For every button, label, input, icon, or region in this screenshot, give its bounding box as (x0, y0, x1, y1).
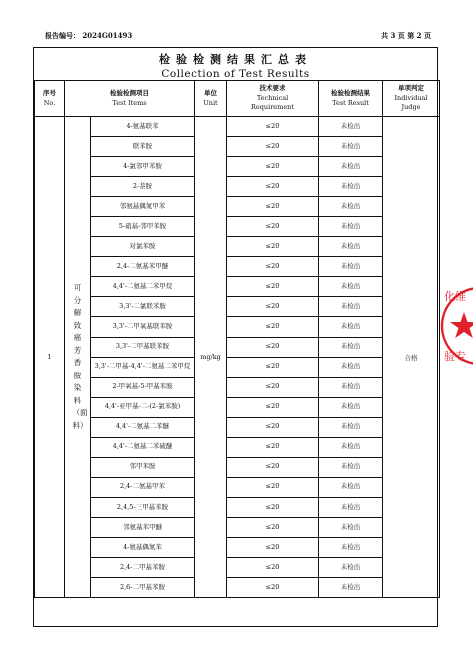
requirement-cell: ≤20 (227, 137, 319, 157)
test-item: 3,3'-二氯联苯胺 (91, 297, 195, 317)
table-title (34, 48, 437, 81)
table-row (35, 377, 440, 397)
requirement-cell: ≤20 (227, 377, 319, 397)
requirement-cell: ≤20 (227, 277, 319, 297)
test-item: 2,4,5-三甲基苯胺 (91, 497, 195, 517)
test-item: 3,3'-二甲氧基联苯胺 (91, 317, 195, 337)
requirement-cell: ≤20 (227, 417, 319, 437)
result-cell: 未检出 (319, 417, 383, 437)
table-row (35, 517, 440, 537)
col-no: 序号 No. (35, 81, 65, 117)
result-cell: 未检出 (319, 517, 383, 537)
result-cell: 未检出 (319, 357, 383, 377)
result-cell: 未检出 (319, 317, 383, 337)
table-row (35, 217, 440, 237)
table-row (35, 177, 440, 197)
col-judge: 单项判定 Individual Judge (383, 81, 440, 117)
group-number: 1 (35, 117, 65, 598)
table-row (35, 277, 440, 297)
col-result: 检验检测结果 Test Result (319, 81, 383, 117)
test-item: 2,4-二氨基苯甲醚 (91, 257, 195, 277)
unit-cell: mg/kg (195, 117, 227, 598)
table-row (35, 237, 440, 257)
table-row (35, 477, 440, 497)
test-item: 4-氨基联苯 (91, 117, 195, 137)
judge-cell: 合格 (383, 117, 440, 598)
table-row (35, 558, 440, 578)
title-chinese: 检验检测结果汇总表 (159, 53, 312, 66)
result-cell: 未检出 (319, 117, 383, 137)
table-row (35, 297, 440, 317)
test-item: 对氯苯胺 (91, 237, 195, 257)
table-header-row (35, 81, 440, 117)
result-cell: 未检出 (319, 337, 383, 357)
col-unit: 单位 Unit (195, 81, 227, 117)
result-cell: 未检出 (319, 437, 383, 457)
test-item: 4-氯邻甲苯胺 (91, 157, 195, 177)
result-cell: 未检出 (319, 558, 383, 578)
test-item: 联苯胺 (91, 137, 195, 157)
stamp-text-bottom: 验专 (444, 350, 466, 363)
result-cell: 未检出 (319, 377, 383, 397)
table-row (35, 537, 440, 557)
result-cell: 未检出 (319, 457, 383, 477)
requirement-cell: ≤20 (227, 157, 319, 177)
requirement-cell: ≤20 (227, 297, 319, 317)
result-cell: 未检出 (319, 578, 383, 598)
test-item: 3,3'-二甲基联苯胺 (91, 337, 195, 357)
table-row (35, 197, 440, 217)
requirement-cell: ≤20 (227, 477, 319, 497)
report-number: 报告编号： 2024G01493 (45, 31, 133, 40)
result-cell: 未检出 (319, 537, 383, 557)
table-row (35, 457, 440, 477)
test-item: 4,4'-二氨基二苯甲烷 (91, 277, 195, 297)
result-cell: 未检出 (319, 257, 383, 277)
result-cell: 未检出 (319, 217, 383, 237)
test-item: 2,4-二氨基甲苯 (91, 477, 195, 497)
result-cell: 未检出 (319, 297, 383, 317)
result-cell: 未检出 (319, 177, 383, 197)
table-row (35, 437, 440, 457)
table-row (35, 397, 440, 417)
page-info: 共 3 页 第 2 页 (381, 31, 431, 40)
test-item: 邻氨基偶氮甲苯 (91, 197, 195, 217)
requirement-cell: ≤20 (227, 537, 319, 557)
result-cell: 未检出 (319, 197, 383, 217)
test-item: 邻甲苯胺 (91, 457, 195, 477)
requirement-cell: ≤20 (227, 558, 319, 578)
table-row (35, 497, 440, 517)
table-row (35, 157, 440, 177)
table-row (35, 257, 440, 277)
title-english: Collection of Test Results (161, 68, 310, 80)
requirement-cell: ≤20 (227, 317, 319, 337)
requirement-cell: ≤20 (227, 117, 319, 137)
requirement-cell: ≤20 (227, 457, 319, 477)
results-table-frame (33, 47, 438, 627)
requirement-cell: ≤20 (227, 257, 319, 277)
test-item: 邻氨基苯甲醚 (91, 517, 195, 537)
group-category (65, 117, 91, 598)
requirement-cell: ≤20 (227, 197, 319, 217)
test-item: 4,4'-二氨基二苯硫醚 (91, 437, 195, 457)
requirement-cell: ≤20 (227, 357, 319, 377)
category-label: 可分解致癌芳香胺染料（面料） (72, 283, 88, 430)
table-row (35, 357, 440, 377)
requirement-cell: ≤20 (227, 237, 319, 257)
result-cell: 未检出 (319, 157, 383, 177)
table-row (35, 137, 440, 157)
requirement-cell: ≤20 (227, 517, 319, 537)
requirement-cell: ≤20 (227, 337, 319, 357)
stamp-text-top: 化维 (444, 290, 466, 303)
result-cell: 未检出 (319, 497, 383, 517)
test-item: 2-萘胺 (91, 177, 195, 197)
result-cell: 未检出 (319, 137, 383, 157)
col-test-items: 检验检测项目 Test Items (65, 81, 195, 117)
test-item: 2,6-二甲基苯胺 (91, 578, 195, 598)
results-table (34, 80, 440, 598)
test-item: 4,4'-二氨基二苯醚 (91, 417, 195, 437)
result-cell: 未检出 (319, 237, 383, 257)
table-row (35, 337, 440, 357)
result-cell: 未检出 (319, 277, 383, 297)
page-header (45, 29, 431, 43)
test-item: 5-硝基-邻甲苯胺 (91, 217, 195, 237)
requirement-cell: ≤20 (227, 578, 319, 598)
test-item: 3,3'-二甲基-4,4'-二氨基二苯甲烷 (91, 357, 195, 377)
requirement-cell: ≤20 (227, 217, 319, 237)
requirement-cell: ≤20 (227, 497, 319, 517)
requirement-cell: ≤20 (227, 177, 319, 197)
test-item: 2,4-二甲基苯胺 (91, 558, 195, 578)
table-row (35, 117, 440, 137)
test-item: 4-氨基偶氮苯 (91, 537, 195, 557)
test-item: 4,4'-亚甲基-二-(2-氯苯胺) (91, 397, 195, 417)
test-item: 2-甲氧基-5-甲基苯胺 (91, 377, 195, 397)
table-row (35, 417, 440, 437)
inspection-seal-stamp (440, 278, 473, 374)
table-row (35, 578, 440, 598)
result-cell: 未检出 (319, 477, 383, 497)
requirement-cell: ≤20 (227, 397, 319, 417)
result-cell: 未检出 (319, 397, 383, 417)
col-requirement: 技术要求 Technical Requirement (227, 81, 319, 117)
table-row (35, 317, 440, 337)
requirement-cell: ≤20 (227, 437, 319, 457)
